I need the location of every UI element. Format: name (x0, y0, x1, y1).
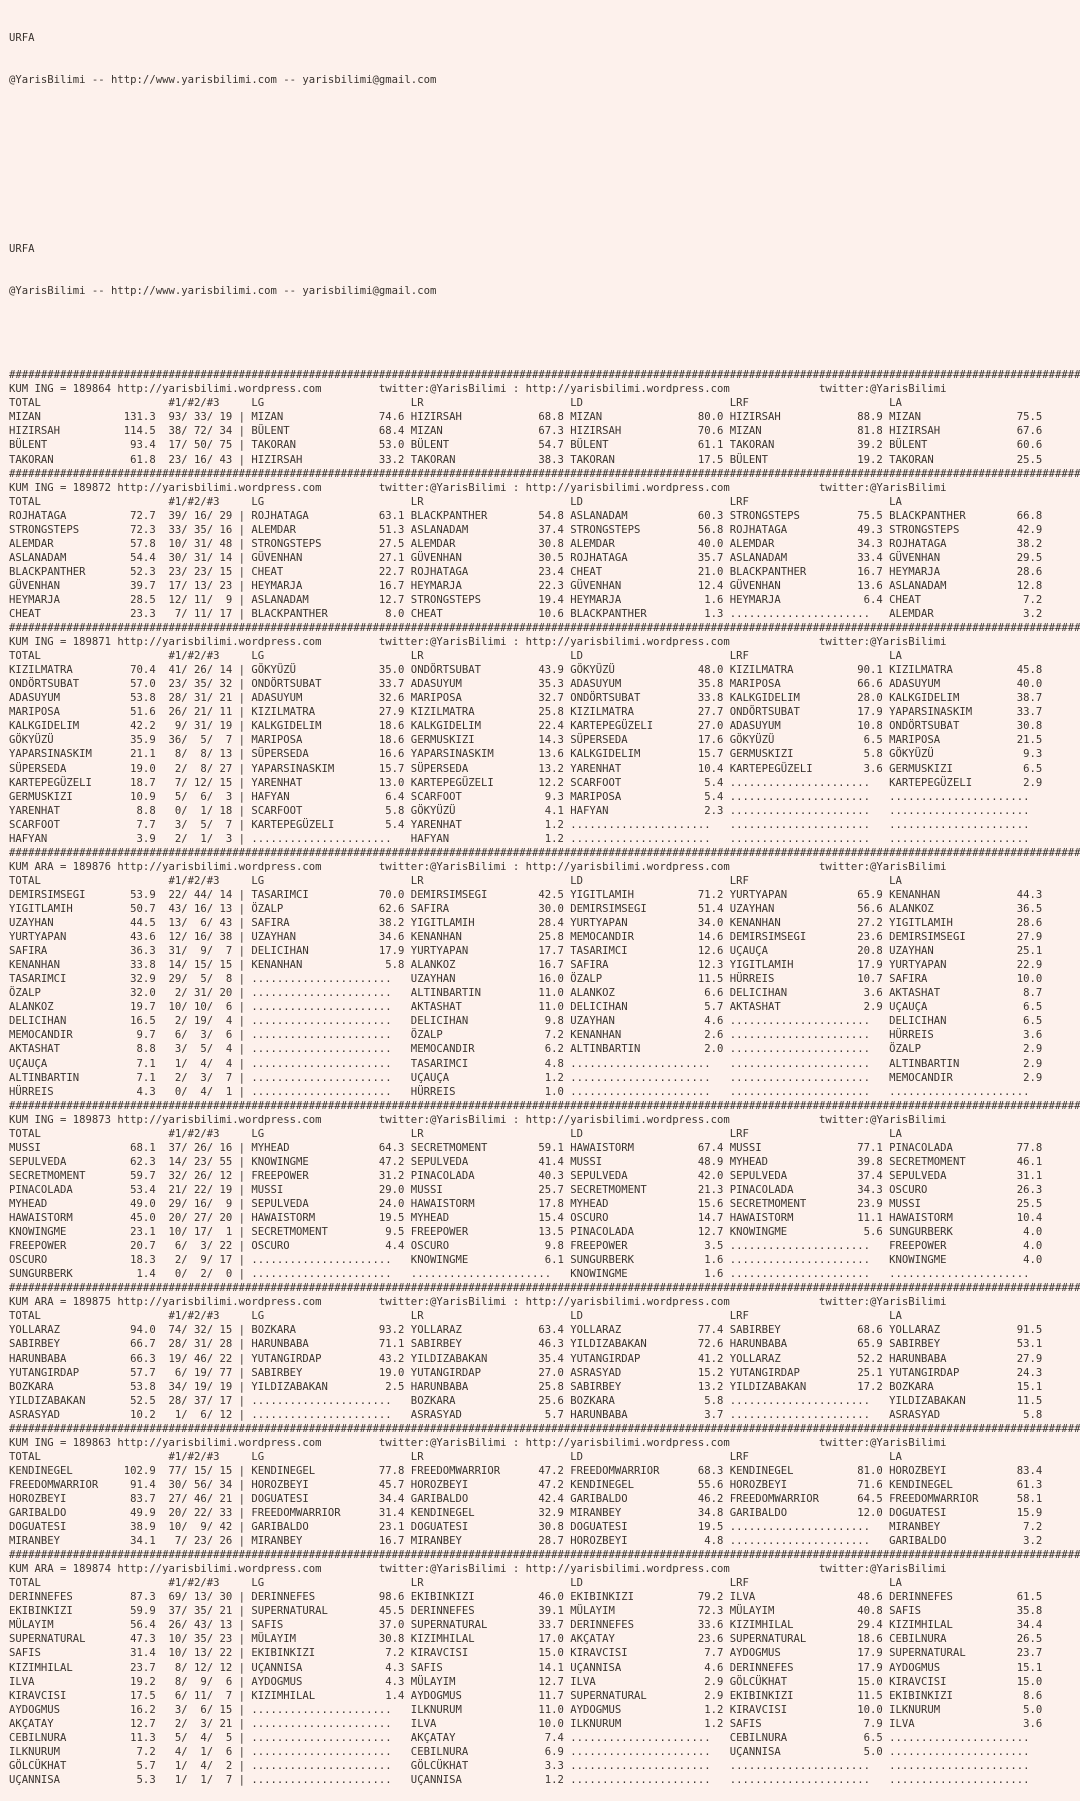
blank-line (9, 200, 1080, 214)
horse-row: UZAYHAN 44.5 13/ 6/ 43 | SAFIRA 38.2 YIGITLAMIH 28.4 YURTYAPAN 34.0 KENANHAN 27.2 YIGITLAMIH 28.6 (9, 917, 1043, 930)
horse-row: ALTINBARTIN 7.1 2/ 3/ 7 | ...................... UÇAUÇA 1.2 ...................... ...................... MEMOCANDIR 2.9 (9, 1071, 1043, 1084)
horse-row: BOZKARA 53.8 34/ 19/ 19 | YILDIZABAKAN 2.5 HARUNBABA 25.8 SABIRBEY 13.2 YILDIZABAKAN 17.2 BOZKARA 15.1 (9, 1380, 1043, 1393)
column-header-line: TOTAL #1/#2/#3 LG LR LD LRF LA (9, 1450, 902, 1463)
column-header-line: TOTAL #1/#2/#3 LG LR LD LRF LA (9, 397, 902, 410)
race-header-line: KUM ING = 189864 http://yarisbilimi.wordpress.com twitter:@YarisBilimi : http://yarisbilimi.wordpress.com twitter:@YarisBilimi (9, 383, 947, 396)
horse-row: HOROZBEYI 83.7 27/ 46/ 21 | DOGUATESI 34.4 GARIBALDO 42.4 GARIBALDO 46.2 FREEDOMWARRIOR 64.5 FREEDOMWARRIOR 58.1 (9, 1492, 1043, 1505)
horse-row: STRONGSTEPS 72.3 33/ 35/ 16 | ALEMDAR 51.3 ASLANADAM 37.4 STRONGSTEPS 56.8 ROJHATAGA 49.3 STRONGSTEPS 42.9 (9, 523, 1043, 536)
horse-row: YOLLARAZ 94.0 74/ 32/ 15 | BOZKARA 93.2 YOLLARAZ 63.4 YOLLARAZ 77.4 SABIRBEY 68.6 YOLLARAZ 91.5 (9, 1324, 1043, 1337)
race-header-line: KUM ING = 189872 http://yarisbilimi.wordpress.com twitter:@YarisBilimi : http://yarisbilimi.wordpress.com twitter:@YarisBilimi (9, 481, 947, 494)
horse-row: ALANKOZ 19.7 10/ 10/ 6 | ...................... AKTASHAT 11.0 DELICIHAN 5.7 AKTASHAT 2.9 UÇAUÇA 6.5 (9, 1001, 1043, 1014)
page-byline-repeat: @YarisBilimi -- http://www.yarisbilimi.com -- yarisbilimi@gmail.com (9, 284, 437, 297)
horse-row: DELICIHAN 16.5 2/ 19/ 4 | ...................... DELICIHAN 9.8 UZAYHAN 4.6 ...................... DELICIHAN 6.5 (9, 1015, 1043, 1028)
horse-row: FREEDOMWARRIOR 91.4 30/ 56/ 34 | HOROZBEYI 45.7 HOROZBEYI 47.2 KENDINEGEL 55.6 HOROZBEYI 71.6 KENDINEGEL 61.3 (9, 1478, 1043, 1491)
horse-row: GÖLCÜKHAT 5.7 1/ 4/ 2 | ...................... GÖLCÜKHAT 3.3 ...................... ...................... ...................... (9, 1759, 1030, 1772)
horse-row: YURTYAPAN 43.6 12/ 16/ 38 | UZAYHAN 34.6 KENANHAN 25.8 MEMOCANDIR 14.6 DEMIRSIMSEGI 23.6 DEMIRSIMSEGI 27.9 (9, 931, 1043, 944)
horse-row: HEYMARJA 28.5 12/ 11/ 9 | ASLANADAM 12.7 STRONGSTEPS 19.4 HEYMARJA 1.6 HEYMARJA 6.4 CHEAT 7.2 (9, 593, 1043, 606)
horse-row: EKIBINKIZI 59.9 37/ 35/ 21 | SUPERNATURAL 45.5 DERINNEFES 39.1 MÜLAYIM 72.3 MÜLAYIM 40.8 SAFIS 35.8 (9, 1605, 1043, 1618)
page-byline: @YarisBilimi -- http://www.yarisbilimi.com -- yarisbilimi@gmail.com (9, 74, 437, 87)
horse-row: HAFYAN 3.9 2/ 1/ 3 | ...................... HAFYAN 1.2 ...................... ...................... ...................... (9, 832, 1030, 845)
horse-row: ADASUYUM 53.8 28/ 31/ 21 | ADASUYUM 32.6 MARIPOSA 32.7 ONDÖRTSUBAT 33.8 KALKGIDELIM 28.0 KALKGIDELIM 38.7 (9, 692, 1043, 705)
blank-line (9, 326, 1080, 340)
horse-row: MIZAN 131.3 93/ 33/ 19 | MIZAN 74.6 HIZIRSAH 68.8 MIZAN 80.0 HIZIRSAH 88.9 MIZAN 75.5 (9, 411, 1043, 424)
horse-row: UÇAUÇA 7.1 1/ 4/ 4 | ...................... TASARIMCI 4.8 ...................... ...................... ALTINBARTIN 2.9 (9, 1057, 1043, 1070)
column-header-line: TOTAL #1/#2/#3 LG LR LD LRF LA (9, 1310, 902, 1323)
horse-row: GERMUSKIZI 10.9 5/ 6/ 3 | HAFYAN 6.4 SCARFOOT 9.3 MARIPOSA 5.4 ...................... ...................... (9, 790, 1030, 803)
race-header-line: KUM ING = 189871 http://yarisbilimi.wordpress.com twitter:@YarisBilimi : http://yarisbilimi.wordpress.com twitter:@YarisBilimi (9, 636, 947, 649)
horse-row: YARENHAT 8.8 0/ 1/ 18 | SCARFOOT 5.8 GÖKYÜZÜ 4.1 HAFYAN 2.3 ...................... ...................... (9, 804, 1030, 817)
column-header-line: TOTAL #1/#2/#3 LG LR LD LRF LA (9, 1577, 902, 1590)
horse-row: SAFIRA 36.3 31/ 9/ 7 | DELICIHAN 17.9 YURTYAPAN 17.7 TASARIMCI 12.6 UÇAUÇA 20.8 UZAYHAN 25.1 (9, 945, 1043, 958)
race-header-line: KUM ARA = 189874 http://yarisbilimi.wordpress.com twitter:@YarisBilimi : http://yarisbilimi.wordpress.com twitter:@YarisBilimi (9, 1563, 947, 1576)
horse-row: SUNGURBERK 1.4 0/ 2/ 0 | ...................... ...................... KNOWINGME 1.6 ...................... ...................... (9, 1268, 1030, 1281)
horse-row: TAKORAN 61.8 23/ 16/ 43 | HIZIRSAH 33.2 TAKORAN 38.3 TAKORAN 17.5 BÜLENT 19.2 TAKORAN 25.5 (9, 453, 1043, 466)
horse-row: YIGITLAMIH 50.7 43/ 16/ 13 | ÖZALP 62.6 SAFIRA 30.0 DEMIRSIMSEGI 51.4 UZAYHAN 56.6 ALANKOZ 36.5 (9, 903, 1043, 915)
horse-row: PINACOLADA 53.4 21/ 22/ 19 | MUSSI 29.0 MUSSI 25.7 SECRETMOMENT 21.3 PINACOLADA 34.3 OSCURO 26.3 (9, 1183, 1043, 1196)
horse-row: SUPERNATURAL 47.3 10/ 35/ 23 | MÜLAYIM 30.8 KIZIMHILAL 17.0 AKÇATAY 23.6 SUPERNATURAL 18.6 CEBILNURA 26.5 (9, 1633, 1043, 1646)
page-location-repeat: URFA (9, 242, 35, 255)
horse-row: MIRANBEY 34.1 7/ 23/ 26 | MIRANBEY 16.7 MIRANBEY 28.7 HOROZBEYI 4.8 ...................... GARIBALDO 3.2 (9, 1535, 1043, 1548)
horse-row: ILVA 19.2 8/ 9/ 6 | AYDOGMUS 4.3 MÜLAYIM 12.7 ILVA 2.9 GÖLCÜKHAT 15.0 KIRAVCISI 15.0 (9, 1675, 1043, 1688)
race-header-line: KUM ARA = 189875 http://yarisbilimi.wordpress.com twitter:@YarisBilimi : http://yarisbilimi.wordpress.com twitter:@YarisBilimi (9, 1296, 947, 1309)
horse-row: AYDOGMUS 16.2 3/ 6/ 15 | ...................... ILKNURUM 11.0 AYDOGMUS 1.2 KIRAVCISI 10.0 ILKNURUM 5.0 (9, 1703, 1043, 1716)
horse-row: CHEAT 23.3 7/ 11/ 17 | BLACKPANTHER 8.0 CHEAT 10.6 BLACKPANTHER 1.3 ...................... ALEMDAR 3.2 (9, 608, 1043, 621)
horse-row: SAFIS 31.4 10/ 13/ 22 | EKIBINKIZI 7.2 KIRAVCISI 15.0 KIRAVCISI 7.7 AYDOGMUS 17.9 SUPERNATURAL 23.7 (9, 1647, 1043, 1660)
horse-row: KIZILMATRA 70.4 41/ 26/ 14 | GÖKYÜZÜ 35.0 ONDÖRTSUBAT 43.9 GÖKYÜZÜ 48.0 KIZILMATRA 90.1 KIZILMATRA 45.8 (9, 664, 1043, 677)
horse-row: BÜLENT 93.4 17/ 50/ 75 | TAKORAN 53.0 BÜLENT 54.7 BÜLENT 61.1 TAKORAN 39.2 BÜLENT 60.6 (9, 439, 1043, 452)
horse-row: SECRETMOMENT 59.7 32/ 26/ 12 | FREEPOWER 31.2 PINACOLADA 40.3 SEPULVEDA 42.0 SEPULVEDA 37.4 SEPULVEDA 31.1 (9, 1169, 1043, 1182)
race-sections (9, 368, 1080, 1787)
horse-row: CEBILNURA 11.3 5/ 4/ 5 | ...................... AKÇATAY 7.4 ...................... CEBILNURA 6.5 ...................... (9, 1731, 1030, 1744)
horse-row: AKÇATAY 12.7 2/ 3/ 21 | ...................... ILVA 10.0 ILKNURUM 1.2 SAFIS 7.9 ILVA 3.6 (9, 1717, 1043, 1730)
horse-row: SCARFOOT 7.7 3/ 5/ 7 | KARTEPEGÜZELI 5.4 YARENHAT 1.2 ...................... ...................... ...................... (9, 818, 1030, 831)
horse-row: GÜVENHAN 39.7 17/ 13/ 23 | HEYMARJA 16.7 HEYMARJA 22.3 GÜVENHAN 12.4 GÜVENHAN 13.6 ASLANADAM 12.8 (9, 579, 1043, 592)
horse-row: YAPARSINASKIM 21.1 8/ 8/ 13 | SÜPERSEDA 16.6 YAPARSINASKIM 13.6 KALKGIDELIM 15.7 GERMUSKIZI 5.8 GÖKYÜZÜ 9.3 (9, 748, 1043, 761)
section-separator: ######################################################################################################################################################################## (9, 1549, 1080, 1562)
horse-row: DEMIRSIMSEGI 53.9 22/ 44/ 14 | TASARIMCI 70.0 DEMIRSIMSEGI 42.5 YIGITLAMIH 71.2 YURTYAPAN 65.9 KENANHAN 44.3 (9, 888, 1043, 901)
horse-row: KENANHAN 33.8 14/ 15/ 15 | KENANHAN 5.8 ALANKOZ 16.7 SAFIRA 12.3 YIGITLAMIH 17.9 YURTYAPAN 22.9 (9, 959, 1043, 972)
section-separator: ######################################################################################################################################################################## (9, 1282, 1080, 1295)
horse-row: HAWAISTORM 45.0 20/ 27/ 20 | HAWAISTORM 19.5 MYHEAD 15.4 OSCURO 14.7 HAWAISTORM 11.1 HAWAISTORM 10.4 (9, 1212, 1043, 1225)
horse-row: KENDINEGEL 102.9 77/ 15/ 15 | KENDINEGEL 77.8 FREEDOMWARRIOR 47.2 FREEDOMWARRIOR 68.3 KENDINEGEL 81.0 HOROZBEYI 83.4 (9, 1464, 1043, 1477)
horse-row: ONDÖRTSUBAT 57.0 23/ 35/ 32 | ONDÖRTSUBAT 33.7 ADASUYUM 35.3 ADASUYUM 35.8 MARIPOSA 66.6 ADASUYUM 40.0 (9, 678, 1043, 691)
horse-row: KIRAVCISI 17.5 6/ 11/ 7 | KIZIMHILAL 1.4 AYDOGMUS 11.7 SUPERNATURAL 2.9 EKIBINKIZI 11.5 EKIBINKIZI 8.6 (9, 1689, 1043, 1702)
horse-row: ILKNURUM 7.2 4/ 1/ 6 | ...................... CEBILNURA 6.9 ...................... UÇANNISA 5.0 ...................... (9, 1745, 1030, 1758)
blank-line (9, 158, 1080, 172)
horse-row: KIZIMHILAL 23.7 8/ 12/ 12 | UÇANNISA 4.3 SAFIS 14.1 UÇANNISA 4.6 DERINNEFES 17.9 AYDOGMUS 15.1 (9, 1661, 1043, 1674)
horse-row: MEMOCANDIR 9.7 6/ 3/ 6 | ...................... ÖZALP 7.2 KENANHAN 2.6 ...................... HÜRREIS 3.6 (9, 1029, 1043, 1042)
section-separator: ######################################################################################################################################################################## (9, 467, 1080, 480)
horse-row: ÖZALP 32.0 2/ 31/ 20 | ...................... ALTINBARTIN 11.0 ALANKOZ 6.6 DELICIHAN 3.6 AKTASHAT 8.7 (9, 987, 1043, 1000)
race-header-line: KUM ARA = 189876 http://yarisbilimi.wordpress.com twitter:@YarisBilimi : http://yarisbilimi.wordpress.com twitter:@YarisBilimi (9, 860, 947, 873)
horse-row: HARUNBABA 66.3 19/ 46/ 22 | YUTANGIRDAP 43.2 YILDIZABAKAN 35.4 YUTANGIRDAP 41.2 YOLLARAZ 52.2 HARUNBABA 27.9 (9, 1352, 1043, 1365)
horse-row: SÜPERSEDA 19.0 2/ 8/ 27 | YAPARSINASKIM 15.7 SÜPERSEDA 13.2 YARENHAT 10.4 KARTEPEGÜZELI 3.6 GERMUSKIZI 6.5 (9, 762, 1043, 775)
column-header-line: TOTAL #1/#2/#3 LG LR LD LRF LA (9, 650, 902, 663)
horse-row: MUSSI 68.1 37/ 26/ 16 | MYHEAD 64.3 SECRETMOMENT 59.1 HAWAISTORM 67.4 MUSSI 77.1 PINACOLADA 77.8 (9, 1141, 1043, 1154)
horse-row: MÜLAYIM 56.4 26/ 43/ 13 | SAFIS 37.0 SUPERNATURAL 33.7 DERINNEFES 33.6 KIZIMHILAL 29.4 KIZIMHILAL 34.4 (9, 1619, 1043, 1632)
section-separator: ######################################################################################################################################################################## (9, 369, 1080, 382)
horse-row: HIZIRSAH 114.5 38/ 72/ 34 | BÜLENT 68.4 MIZAN 67.3 HIZIRSAH 70.6 MIZAN 81.8 HIZIRSAH 67.6 (9, 425, 1043, 438)
horse-row: KNOWINGME 23.1 10/ 17/ 1 | SECRETMOMENT 9.5 FREEPOWER 13.5 PINACOLADA 12.7 KNOWINGME 5.6 SUNGURBERK 4.0 (9, 1226, 1043, 1239)
section-separator: ######################################################################################################################################################################## (9, 1099, 1080, 1112)
race-header-line: KUM ING = 189873 http://yarisbilimi.wordpress.com twitter:@YarisBilimi : http://yarisbilimi.wordpress.com twitter:@YarisBilimi (9, 1113, 947, 1126)
horse-row: YILDIZABAKAN 52.5 28/ 37/ 17 | ...................... BOZKARA 25.6 BOZKARA 5.8 ...................... YILDIZABAKAN 11.5 (9, 1394, 1043, 1407)
horse-row: OSCURO 18.3 2/ 9/ 17 | ...................... KNOWINGME 6.1 SUNGURBERK 1.6 ...................... KNOWINGME 4.0 (9, 1254, 1043, 1267)
race-header-line: KUM ING = 189863 http://yarisbilimi.wordpress.com twitter:@YarisBilimi : http://yarisbilimi.wordpress.com twitter:@YarisBilimi (9, 1436, 947, 1449)
horse-row: BLACKPANTHER 52.3 23/ 23/ 15 | CHEAT 22.7 ROJHATAGA 23.4 CHEAT 21.0 BLACKPANTHER 16.7 HEYMARJA 28.6 (9, 565, 1043, 578)
horse-row: DERINNEFES 87.3 69/ 13/ 30 | DERINNEFES 98.6 EKIBINKIZI 46.0 EKIBINKIZI 79.2 ILVA 48.6 DERINNEFES 61.5 (9, 1591, 1043, 1604)
section-separator: ######################################################################################################################################################################## (9, 622, 1080, 635)
column-header-line: TOTAL #1/#2/#3 LG LR LD LRF LA (9, 874, 902, 887)
horse-row: ALEMDAR 57.8 10/ 31/ 48 | STRONGSTEPS 27.5 ALEMDAR 30.8 ALEMDAR 40.0 ALEMDAR 34.3 ROJHATAGA 38.2 (9, 537, 1043, 550)
horse-row: GARIBALDO 49.9 20/ 22/ 33 | FREEDOMWARRIOR 31.4 KENDINEGEL 32.9 MIRANBEY 34.8 GARIBALDO 12.0 DOGUATESI 15.9 (9, 1507, 1043, 1520)
horse-row: SEPULVEDA 62.3 14/ 23/ 55 | KNOWINGME 47.2 SEPULVEDA 41.4 MUSSI 48.9 MYHEAD 39.8 SECRETMOMENT 46.1 (9, 1155, 1043, 1168)
horse-row: SABIRBEY 66.7 28/ 31/ 28 | HARUNBABA 71.1 SABIRBEY 46.3 YILDIZABAKAN 72.6 HARUNBABA 65.9 SABIRBEY 53.1 (9, 1338, 1043, 1351)
column-header-line: TOTAL #1/#2/#3 LG LR LD LRF LA (9, 495, 902, 508)
horse-row: KALKGIDELIM 42.2 9/ 31/ 19 | KALKGIDELIM 18.6 KALKGIDELIM 22.4 KARTEPEGÜZELI 27.0 ADASUYUM 10.8 ONDÖRTSUBAT 30.8 (9, 720, 1043, 733)
horse-row: TASARIMCI 32.9 29/ 5/ 8 | ...................... UZAYHAN 16.0 ÖZALP 11.5 HÜRREIS 10.7 SAFIRA 10.0 (9, 973, 1043, 986)
horse-row: GÖKYÜZÜ 35.9 36/ 5/ 7 | MARIPOSA 18.6 GERMUSKIZI 14.3 SÜPERSEDA 17.6 GÖKYÜZÜ 6.5 MARIPOSA 21.5 (9, 734, 1043, 747)
blank-line (9, 115, 1080, 129)
horse-row: ASRASYAD 10.2 1/ 6/ 12 | ...................... ASRASYAD 5.7 HARUNBABA 3.7 ...................... ASRASYAD 5.8 (9, 1408, 1043, 1421)
horse-row: ROJHATAGA 72.7 39/ 16/ 29 | ROJHATAGA 63.1 BLACKPANTHER 54.8 ASLANADAM 60.3 STRONGSTEPS 75.5 BLACKPANTHER 66.8 (9, 509, 1043, 522)
horse-row: MYHEAD 49.0 29/ 16/ 9 | SEPULVEDA 24.0 HAWAISTORM 17.8 MYHEAD 15.6 SECRETMOMENT 23.9 MUSSI 25.5 (9, 1197, 1043, 1210)
horse-row: HÜRREIS 4.3 0/ 4/ 1 | ...................... HÜRREIS 1.0 ...................... ...................... ...................... (9, 1085, 1030, 1098)
horse-row: AKTASHAT 8.8 3/ 5/ 4 | ...................... MEMOCANDIR 6.2 ALTINBARTIN 2.0 ...................... ÖZALP 2.9 (9, 1043, 1043, 1056)
horse-row: FREEPOWER 20.7 6/ 3/ 22 | OSCURO 4.4 OSCURO 9.8 FREEPOWER 3.5 ...................... FREEPOWER 4.0 (9, 1240, 1043, 1253)
section-separator: ######################################################################################################################################################################## (9, 846, 1080, 859)
horse-row: UÇANNISA 5.3 1/ 1/ 7 | ...................... UÇANNISA 1.2 ...................... ...................... ...................... (9, 1773, 1030, 1786)
horse-row: DOGUATESI 38.9 10/ 9/ 42 | GARIBALDO 23.1 DOGUATESI 30.8 DOGUATESI 19.5 ...................... MIRANBEY 7.2 (9, 1521, 1043, 1534)
horse-row: MARIPOSA 51.6 26/ 21/ 11 | KIZILMATRA 27.9 KIZILMATRA 25.8 KIZILMATRA 27.7 ONDÖRTSUBAT 17.9 YAPARSINASKIM 33.7 (9, 706, 1043, 719)
column-header-line: TOTAL #1/#2/#3 LG LR LD LRF LA (9, 1127, 902, 1140)
horse-row: ASLANADAM 54.4 30/ 31/ 14 | GÜVENHAN 27.1 GÜVENHAN 30.5 ROJHATAGA 35.7 ASLANADAM 33.4 GÜVENHAN 29.5 (9, 551, 1043, 564)
section-separator: ######################################################################################################################################################################## (9, 1422, 1080, 1435)
horse-row: YUTANGIRDAP 57.7 6/ 19/ 77 | SABIRBEY 19.0 YUTANGIRDAP 27.0 ASRASYAD 15.2 YUTANGIRDAP 25.1 YUTANGIRDAP 24.3 (9, 1366, 1043, 1379)
horse-row: KARTEPEGÜZELI 18.7 7/ 12/ 15 | YARENHAT 13.0 KARTEPEGÜZELI 12.2 SCARFOOT 5.4 ...................... KARTEPEGÜZELI 2.9 (9, 776, 1043, 789)
page-location: URFA (9, 32, 35, 45)
